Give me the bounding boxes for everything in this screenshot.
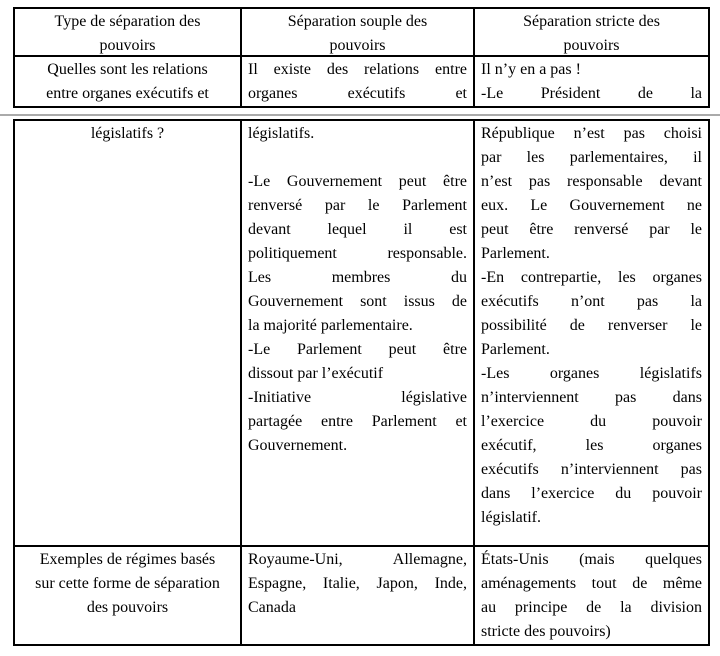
text-line: -Initiative législative xyxy=(248,389,467,406)
text-line: devant lequel il est xyxy=(248,221,467,238)
text-line: législatif. xyxy=(481,509,541,526)
text-line: Espagne, Italie, Japon, Inde, xyxy=(248,575,467,592)
text-line: des pouvoirs xyxy=(86,599,169,616)
text-line: -Les organes législatifs xyxy=(481,365,702,382)
text-line: stricte des pouvoirs) xyxy=(481,623,611,640)
text-line: Il existe des relations entre xyxy=(248,61,467,78)
text-line: aménagements tout de même xyxy=(481,575,702,592)
cell-question-relations xyxy=(15,57,242,106)
text-line: -Le Parlement peut être xyxy=(248,341,467,358)
table-segment-top xyxy=(13,7,710,108)
cell-question-relations-continued xyxy=(15,121,242,545)
text-line: Séparation stricte des xyxy=(523,13,660,30)
text-line: Parlement. xyxy=(481,245,550,262)
header-cell-separation-stricte xyxy=(475,9,708,55)
text-line: République n’est pas choisi xyxy=(481,125,702,142)
text-line: possibilité de renverser le xyxy=(481,317,702,334)
table-row-relations-question xyxy=(15,57,708,106)
text-line: renversé par le Parlement xyxy=(248,197,467,214)
text-line: partagée entre Parlement et xyxy=(248,413,467,430)
text-line: exécutif, les organes xyxy=(481,437,702,454)
text-line: Gouvernement. xyxy=(248,437,348,454)
text-line xyxy=(248,146,467,170)
page-break-line xyxy=(0,114,720,116)
text-line: n’est pas responsable devant xyxy=(481,173,702,190)
table-row-relations-continued xyxy=(15,121,708,547)
cell-stricte-relations-start xyxy=(475,57,708,106)
text-line: pouvoirs xyxy=(329,37,386,54)
text-line: Exemples de régimes basés xyxy=(39,551,216,568)
text-line: -Le Président de la xyxy=(481,85,702,102)
cell-exemples-souple xyxy=(242,547,475,644)
header-cell-separation-souple xyxy=(242,9,475,55)
text-line: Gouvernement sont issus de xyxy=(248,293,467,310)
text-line: législatifs ? xyxy=(90,125,165,142)
text-line: États-Unis (mais quelques xyxy=(481,551,702,568)
text-line: Royaume-Uni, Allemagne, xyxy=(248,551,467,568)
text-line: organes exécutifs et xyxy=(248,85,467,102)
text-line: la majorité parlementaire. xyxy=(248,317,413,334)
text-line: exécutifs n’ont pas la xyxy=(481,293,702,310)
table-header-row xyxy=(15,9,708,57)
text-line: pouvoirs xyxy=(99,37,156,54)
text-line: Les membres du xyxy=(248,269,467,286)
header-cell-type-de-separation xyxy=(15,9,242,55)
text-line: Séparation souple des xyxy=(287,13,428,30)
text-line: peut être renversé par le xyxy=(481,221,702,238)
text-line: Il n’y en a pas ! xyxy=(481,61,581,78)
text-line: au principe de la division xyxy=(481,599,702,616)
cell-exemples-label xyxy=(15,547,242,644)
table-row-exemples xyxy=(15,547,708,644)
text-line: n’interviennent pas dans xyxy=(481,389,702,406)
text-line: Canada xyxy=(248,599,296,616)
text-line: dissout par l’exécutif xyxy=(248,365,384,382)
text-line: -En contrepartie, les organes xyxy=(481,269,702,286)
cell-souple-relations-start xyxy=(242,57,475,106)
cell-exemples-stricte xyxy=(475,547,708,644)
text-line: dans l’exercice du pouvoir xyxy=(481,485,702,502)
text-line: eux. Le Gouvernement ne xyxy=(481,197,702,214)
text-line: par les parlementaires, il xyxy=(481,149,702,166)
text-line: Quelles sont les relations xyxy=(47,61,208,78)
text-line: entre organes exécutifs et xyxy=(46,85,209,102)
text-line: Parlement. xyxy=(481,341,550,358)
text-line: l’exercice du pouvoir xyxy=(481,413,702,430)
text-line: Type de séparation des xyxy=(54,13,201,30)
table-segment-bottom xyxy=(13,119,710,646)
cell-stricte-relations-continued xyxy=(475,121,708,545)
text-line: -Le Gouvernement peut être xyxy=(248,173,467,190)
cell-souple-relations-continued xyxy=(242,121,475,545)
text-line: politiquement responsable. xyxy=(248,245,467,262)
text-line: législatifs. xyxy=(248,125,315,142)
text-line: exécutifs n’interviennent pas xyxy=(481,461,702,478)
text-line: pouvoirs xyxy=(563,37,620,54)
text-line: sur cette forme de séparation xyxy=(35,575,220,592)
